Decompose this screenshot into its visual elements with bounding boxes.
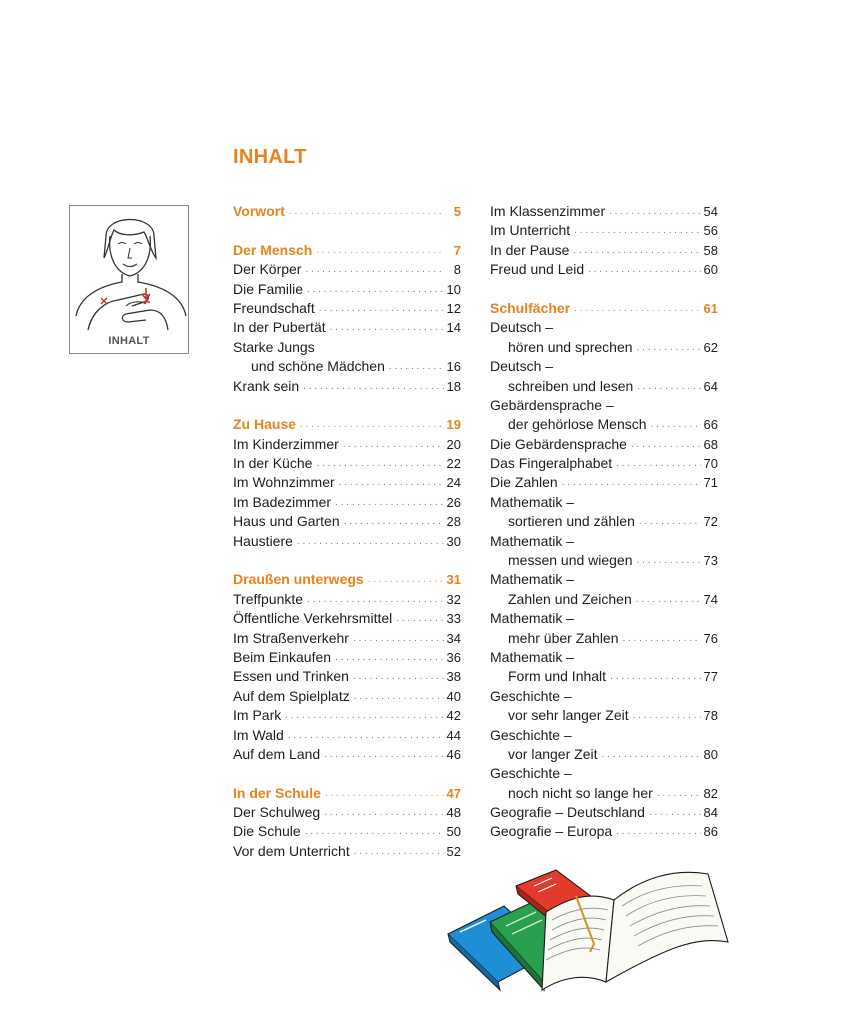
toc-leader-dots	[588, 260, 700, 279]
toc-column-left	[233, 202, 461, 861]
toc-leader-dots	[562, 473, 701, 492]
toc-entry-label: Der Schulweg	[233, 804, 321, 821]
toc-entry-label: sortieren und zählen	[508, 513, 635, 530]
toc-entry-label: Gebärdensprache –	[490, 396, 614, 413]
toc-entry[interactable]	[490, 803, 718, 822]
toc-entry[interactable]	[233, 377, 461, 396]
toc-page-number: 54	[703, 203, 718, 219]
toc-page-number: 16	[446, 359, 461, 375]
toc-page-number: 32	[446, 591, 461, 607]
toc-page-number: 8	[453, 262, 461, 278]
toc-entry[interactable]	[490, 667, 718, 686]
toc-entry[interactable]	[490, 454, 718, 473]
toc-leader-dots	[316, 454, 443, 473]
toc-entry[interactable]	[490, 435, 718, 454]
toc-leader-dots	[343, 435, 444, 454]
toc-entry-label: messen und wiegen	[508, 552, 633, 569]
toc-leader-dots	[651, 415, 701, 434]
toc-entry-label: und schöne Mädchen	[251, 358, 385, 375]
toc-section-heading[interactable]	[490, 299, 718, 318]
toc-entry[interactable]	[233, 280, 461, 299]
toc-entry[interactable]	[490, 609, 718, 628]
toc-entry-label: Schulfächer	[490, 299, 571, 316]
toc-leader-dots	[303, 377, 443, 396]
toc-entry-label: Die Schule	[233, 823, 301, 840]
toc-entry[interactable]	[233, 629, 461, 648]
toc-leader-dots	[649, 803, 701, 822]
toc-entry-label: Zahlen und Zeichen	[508, 590, 632, 607]
toc-leader-dots	[609, 202, 700, 221]
toc-leader-dots	[637, 551, 701, 570]
toc-page-number: 34	[446, 630, 461, 646]
toc-entry-label: noch nicht so lange her	[508, 784, 653, 801]
toc-leader-dots	[353, 629, 444, 648]
toc-entry-label: Freud und Leid	[490, 261, 585, 278]
toc-page-number: 64	[703, 378, 718, 394]
toc-leader-dots	[616, 822, 700, 841]
toc-entry-label: In der Pause	[490, 241, 570, 258]
toc-entry-label: Mathematik –	[490, 571, 575, 588]
toc-entry[interactable]	[233, 687, 461, 706]
toc-leader-dots	[601, 745, 700, 764]
toc-leader-dots	[368, 570, 444, 589]
toc-entry-label: Das Fingeralphabet	[490, 455, 613, 472]
toc-entry-label: Im Unterricht	[490, 222, 571, 239]
toc-page-number: 77	[703, 669, 718, 685]
toc-entry-label: hören und sprechen	[508, 338, 633, 355]
toc-page-number: 48	[446, 805, 461, 821]
toc-page-number: 80	[703, 746, 718, 762]
toc-leader-dots	[354, 687, 444, 706]
toc-page-number: 56	[703, 223, 718, 239]
toc-page-number: 52	[446, 843, 461, 859]
toc-leader-dots	[344, 512, 444, 531]
toc-leader-dots	[325, 784, 444, 803]
toc-page-number: 7	[453, 242, 461, 258]
toc-column-right	[490, 202, 718, 842]
toc-leader-dots	[633, 706, 701, 725]
toc-entry-label: Geschichte –	[490, 765, 572, 782]
toc-page-number: 10	[446, 281, 461, 297]
toc-leader-dots	[610, 667, 700, 686]
toc-entry[interactable]	[490, 377, 718, 396]
toc-spacer	[490, 280, 718, 299]
toc-section-heading[interactable]	[233, 202, 461, 221]
toc-leader-dots	[324, 745, 443, 764]
toc-entry[interactable]	[490, 726, 718, 745]
toc-leader-dots	[339, 473, 444, 492]
toc-entry[interactable]	[490, 532, 718, 551]
toc-page-number: 47	[446, 785, 461, 801]
toc-page-number: 73	[703, 553, 718, 569]
toc-page-number: 46	[446, 746, 461, 762]
toc-entry-label: Die Familie	[233, 280, 304, 297]
toc-entry[interactable]	[233, 842, 461, 861]
toc-entry[interactable]	[490, 823, 718, 842]
toc-entry-label: Mathematik –	[490, 610, 575, 627]
toc-page-number: 31	[446, 572, 461, 588]
toc-section-heading[interactable]	[233, 241, 461, 260]
sign-caption: INHALT	[108, 335, 150, 347]
toc-entry-label: Zu Hause	[233, 416, 297, 433]
toc-entry[interactable]	[233, 473, 461, 492]
toc-leader-dots	[307, 590, 443, 609]
sign-illustration	[69, 205, 189, 354]
toc-entry-label: Im Straßenverkehr	[233, 629, 349, 646]
toc-entry-label: Vor dem Unterricht	[233, 842, 350, 859]
toc-entry[interactable]	[490, 629, 718, 648]
toc-entry-label: Die Gebärdensprache	[490, 435, 627, 452]
toc-leader-dots	[305, 260, 444, 279]
toc-entry-label: Mathematik –	[490, 648, 575, 665]
toc-page-number: 86	[703, 824, 718, 840]
toc-entry[interactable]	[490, 221, 718, 240]
toc-leader-dots	[389, 357, 444, 376]
toc-entry[interactable]	[490, 764, 718, 783]
toc-leader-dots	[285, 706, 443, 725]
toc-entry-label: Im Klassenzimmer	[490, 202, 606, 219]
toc-entry[interactable]	[490, 318, 718, 337]
toc-leader-dots	[335, 648, 443, 667]
toc-page-number: 62	[703, 339, 718, 355]
toc-entry-label: Der Mensch	[233, 241, 313, 258]
toc-entry[interactable]	[233, 299, 461, 318]
toc-entry[interactable]	[490, 551, 718, 570]
toc-entry-label: Vorwort	[233, 202, 285, 219]
toc-entry-label: Im Kinderzimmer	[233, 435, 339, 452]
toc-entry[interactable]	[233, 726, 461, 745]
toc-entry[interactable]	[490, 745, 718, 764]
toc-entry-label: Im Park	[233, 707, 282, 724]
toc-leader-dots	[574, 299, 700, 318]
toc-entry[interactable]	[490, 338, 718, 357]
toc-entry-label: Krank sein	[233, 377, 300, 394]
toc-leader-dots	[289, 202, 444, 221]
toc-page-number: 33	[446, 611, 461, 627]
toc-entry-label: Deutsch –	[490, 319, 554, 336]
toc-entry[interactable]	[490, 241, 718, 260]
toc-entry[interactable]	[490, 648, 718, 667]
toc-entry-label: vor langer Zeit	[508, 745, 598, 762]
toc-entry-label: Beim Einkaufen	[233, 648, 332, 665]
toc-entry[interactable]	[490, 706, 718, 725]
toc-leader-dots	[288, 726, 444, 745]
toc-entry-label: In der Schule	[233, 784, 321, 801]
toc-page-number: 84	[703, 805, 718, 821]
toc-leader-dots	[307, 280, 444, 299]
toc-entry-label: Im Wohnzimmer	[233, 474, 335, 491]
toc-entry-label: Im Wald	[233, 726, 284, 743]
toc-entry-label: schreiben und lesen	[508, 377, 634, 394]
toc-leader-dots	[316, 241, 444, 260]
toc-leader-dots	[396, 609, 443, 628]
toc-section-heading[interactable]	[233, 570, 461, 589]
toc-page-number: 58	[703, 242, 718, 258]
toc-entry[interactable]	[490, 473, 718, 492]
toc-entry-label: Haustiere	[233, 532, 293, 549]
toc-entry[interactable]	[233, 532, 461, 551]
toc-entry-label: Starke Jungs	[233, 338, 315, 355]
toc-page-number: 24	[446, 475, 461, 491]
toc-page-number: 74	[703, 591, 718, 607]
toc-leader-dots	[573, 241, 700, 260]
toc-entry[interactable]	[490, 493, 718, 512]
toc-spacer	[233, 764, 461, 783]
toc-page-number: 28	[446, 514, 461, 530]
toc-entry-label: Öffentliche Verkehrsmittel	[233, 610, 393, 627]
toc-entry-label: Auf dem Spielplatz	[233, 687, 350, 704]
toc-spacer	[233, 221, 461, 240]
toc-entry-label: der gehörlose Mensch	[508, 416, 647, 433]
toc-page-number: 68	[703, 436, 718, 452]
toc-page-number: 78	[703, 708, 718, 724]
toc-entry[interactable]	[490, 687, 718, 706]
toc-entry[interactable]	[233, 823, 461, 842]
toc-leader-dots	[616, 454, 700, 473]
toc-page-number: 72	[703, 514, 718, 530]
toc-entry[interactable]	[233, 435, 461, 454]
toc-entry[interactable]	[490, 570, 718, 589]
toc-entry-label: Haus und Garten	[233, 513, 340, 530]
toc-leader-dots	[637, 377, 700, 396]
toc-entry-label: Mathematik –	[490, 493, 575, 510]
toc-leader-dots	[330, 318, 444, 337]
toc-page-number: 71	[703, 475, 718, 491]
toc-leader-dots	[354, 842, 444, 861]
toc-page-number: 38	[446, 669, 461, 685]
toc-entry-label: mehr über Zahlen	[508, 629, 619, 646]
toc-entry-label: Essen und Trinken	[233, 668, 349, 685]
toc-entry[interactable]	[233, 338, 461, 357]
toc-page-number: 60	[703, 262, 718, 278]
toc-leader-dots	[297, 532, 444, 551]
page-title: INHALT	[233, 146, 307, 168]
toc-entry[interactable]	[490, 590, 718, 609]
toc-leader-dots	[623, 629, 701, 648]
toc-leader-dots	[335, 493, 444, 512]
toc-entry[interactable]	[233, 609, 461, 628]
toc-page-number: 42	[446, 708, 461, 724]
books-illustration	[446, 856, 736, 996]
toc-entry-label: Geschichte –	[490, 687, 572, 704]
toc-entry[interactable]	[233, 706, 461, 725]
toc-entry[interactable]	[233, 803, 461, 822]
toc-entry-label: Geografie – Deutschland	[490, 804, 645, 821]
toc-leader-dots	[319, 299, 444, 318]
toc-entry[interactable]	[233, 318, 461, 337]
toc-page-number: 82	[703, 785, 718, 801]
toc-entry[interactable]	[490, 415, 718, 434]
toc-page-number: 26	[446, 494, 461, 510]
toc-page-number: 19	[446, 417, 461, 433]
toc-entry[interactable]	[490, 396, 718, 415]
toc-entry-label: Freundschaft	[233, 299, 315, 316]
toc-entry[interactable]	[233, 648, 461, 667]
toc-leader-dots	[631, 435, 701, 454]
toc-page-number: 36	[446, 649, 461, 665]
toc-entry-label: Geografie – Europa	[490, 823, 613, 840]
toc-page-number: 5	[453, 203, 461, 219]
toc-entry-label: Draußen unterwegs	[233, 571, 364, 588]
toc-leader-dots	[305, 822, 444, 841]
toc-entry-label: Der Körper	[233, 261, 302, 278]
toc-entry[interactable]	[233, 512, 461, 531]
toc-entry[interactable]	[233, 493, 461, 512]
toc-page-number: 76	[703, 630, 718, 646]
toc-entry[interactable]	[233, 260, 461, 279]
toc-entry[interactable]	[490, 260, 718, 279]
toc-page-number: 14	[446, 320, 461, 336]
toc-entry-label: Deutsch –	[490, 358, 554, 375]
toc-page-number: 70	[703, 456, 718, 472]
toc-entry-label: Mathematik –	[490, 532, 575, 549]
toc-entry[interactable]	[233, 590, 461, 609]
toc-entry[interactable]	[233, 357, 461, 376]
toc-page-number: 66	[703, 417, 718, 433]
signing-person-icon	[70, 206, 190, 355]
toc-spacer	[233, 396, 461, 415]
toc-page-number: 44	[446, 727, 461, 743]
toc-page-number: 18	[446, 378, 461, 394]
toc-leader-dots	[636, 590, 701, 609]
toc-section-heading[interactable]	[233, 415, 461, 434]
toc-leader-dots	[574, 221, 700, 240]
toc-entry[interactable]	[233, 454, 461, 473]
toc-entry-label: Geschichte –	[490, 726, 572, 743]
toc-entry-label: Auf dem Land	[233, 745, 321, 762]
toc-page-number: 50	[446, 824, 461, 840]
toc-page-number: 30	[446, 533, 461, 549]
toc-entry[interactable]	[490, 202, 718, 221]
toc-leader-dots	[639, 512, 701, 531]
toc-entry-label: Form und Inhalt	[508, 668, 607, 685]
toc-page-number: 12	[446, 300, 461, 316]
toc-leader-dots	[300, 415, 444, 434]
toc-spacer	[233, 551, 461, 570]
toc-page-number: 61	[703, 300, 718, 316]
toc-page-number: 20	[446, 436, 461, 452]
toc-page-number: 40	[446, 688, 461, 704]
toc-entry[interactable]	[490, 512, 718, 531]
toc-entry[interactable]	[233, 667, 461, 686]
toc-entry-label: Im Badezimmer	[233, 493, 332, 510]
toc-leader-dots	[324, 803, 443, 822]
toc-entry[interactable]	[490, 784, 718, 803]
toc-entry-label: In der Pubertät	[233, 319, 326, 336]
toc-entry-label: In der Küche	[233, 455, 313, 472]
toc-entry[interactable]	[233, 745, 461, 764]
toc-entry-label: vor sehr langer Zeit	[508, 707, 629, 724]
toc-leader-dots	[637, 338, 701, 357]
toc-entry[interactable]	[490, 357, 718, 376]
toc-page-number: 22	[446, 456, 461, 472]
toc-entry-label: Die Zahlen	[490, 474, 558, 491]
toc-leader-dots	[657, 784, 701, 803]
toc-entry-label: Treffpunkte	[233, 590, 304, 607]
toc-section-heading[interactable]	[233, 784, 461, 803]
toc-leader-dots	[353, 667, 444, 686]
